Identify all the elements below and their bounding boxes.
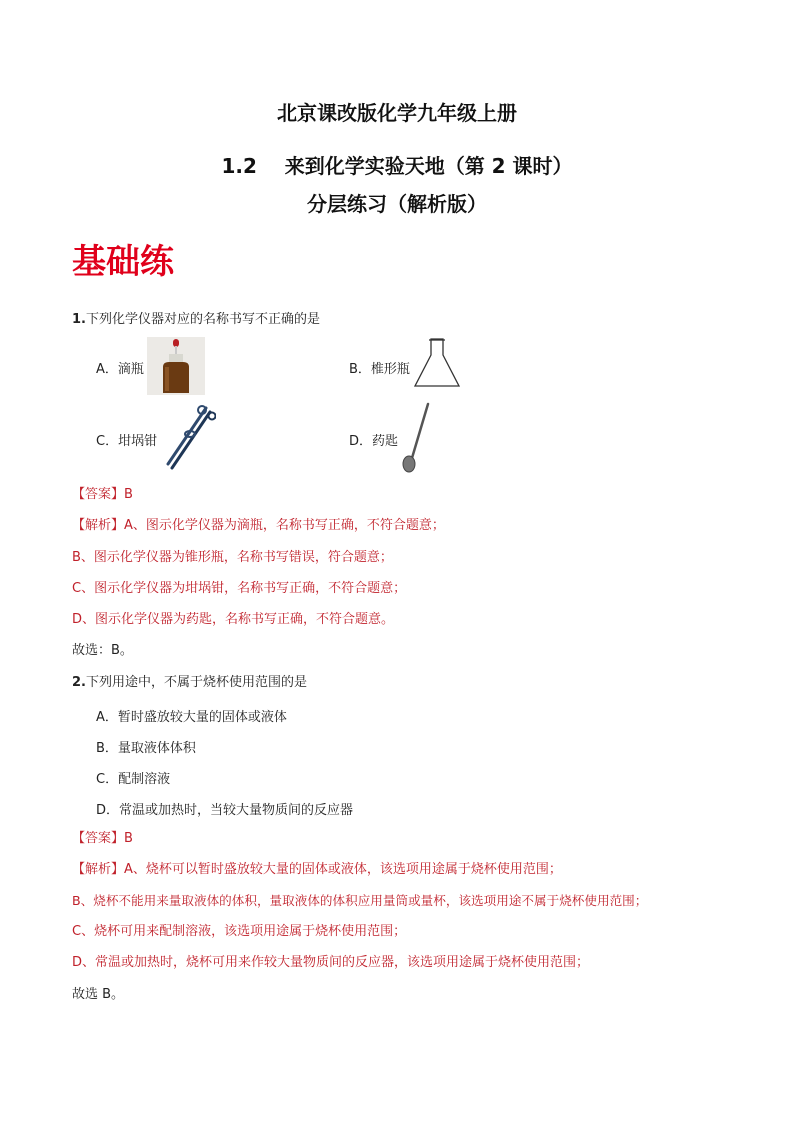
document-title: 北京课改版化学九年级上册	[277, 101, 517, 125]
analysis-line: B、图示化学仪器为锥形瓶，名称书写错误，符合题意；	[72, 550, 393, 565]
option-d: D．药匙	[349, 434, 399, 449]
exercise-subtitle: 分层练习（解析版）	[307, 192, 487, 216]
option-b: B．椎形瓶	[349, 362, 410, 377]
option-b: B．量取液体体积	[96, 741, 196, 756]
question-stem: 下列化学仪器对应的名称书写不正确的是	[85, 312, 320, 327]
section-heading: 基础练	[72, 242, 174, 282]
analysis-line: D、图示化学仪器为药匙，名称书写正确，不符合题意。	[72, 612, 395, 627]
analysis-tag: 【解析】	[72, 518, 125, 533]
option-a: A．滴瓶	[96, 362, 144, 377]
answer-line-2	[72, 831, 133, 847]
option-c: C．配制溶液	[96, 772, 171, 787]
option-a: A．暂时盛放较大量的固体或液体	[96, 710, 287, 725]
analysis-line	[72, 518, 445, 534]
analysis-line: C、烧杯可用来配制溶液，该选项用途属于烧杯使用范围；	[72, 924, 407, 939]
question-number: 1.	[72, 312, 86, 327]
analysis-line: D、常温或加热时，烧杯可用来作较大量物质间的反应器，该选项用途属于烧杯使用范围；	[72, 955, 590, 970]
analysis-line	[72, 862, 562, 878]
option-d: D．常温或加热时，当较大量物质间的反应器	[96, 803, 354, 818]
question-number: 2.	[72, 675, 86, 690]
option-c: C．坩埚钳	[96, 434, 158, 449]
conclusion-line: 故选 B。	[72, 987, 125, 1002]
conical-flask-image	[413, 337, 461, 389]
analysis-text: A、烧杯可以暂时盛放较大量的固体或液体，该选项用途属于烧杯使用范围；	[124, 862, 562, 877]
dropper-bottle-image	[147, 337, 205, 395]
answer-value: B	[124, 831, 133, 846]
analysis-tag: 【解析】	[72, 862, 125, 877]
medicine-spoon-image	[398, 400, 434, 474]
answer-value: B	[124, 487, 133, 502]
crucible-tongs-image	[162, 402, 216, 470]
analysis-text: A、图示化学仪器为滴瓶，名称书写正确，不符合题意；	[124, 518, 445, 533]
question-1	[72, 312, 320, 328]
analysis-line: B、烧杯不能用来量取液体的体积，量取液体的体积应用量筒或量杯，该选项用途不属于烧杯使用范围；	[72, 893, 648, 908]
lesson-title: 1.2 来到化学实验天地（第 2 课时）	[221, 154, 573, 178]
analysis-line: C、图示化学仪器为坩埚钳，名称书写正确，不符合题意；	[72, 581, 407, 596]
answer-tag: 【答案】	[72, 831, 125, 846]
question-stem: 下列用途中，不属于烧杯使用范围的是	[85, 675, 307, 690]
answer-line-1	[72, 487, 133, 503]
conclusion-line: 故选：B。	[72, 643, 133, 658]
answer-tag: 【答案】	[72, 487, 125, 502]
question-2	[72, 675, 307, 691]
